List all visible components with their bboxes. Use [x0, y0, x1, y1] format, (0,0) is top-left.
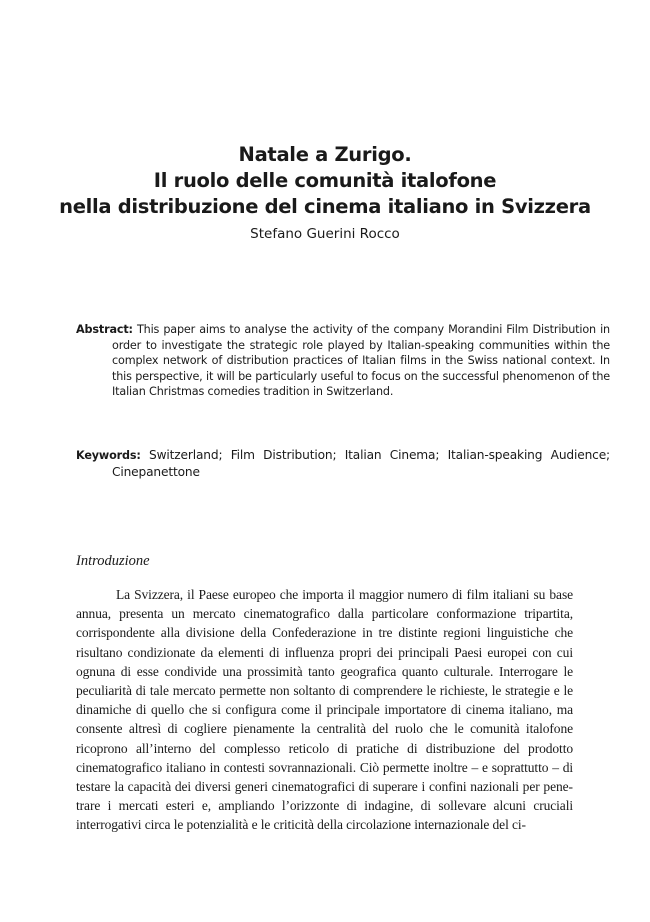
paper-title-line-3: nella distribuzione del cinema italiano in Svizzera [59, 195, 591, 218]
abstract-label: Abstract: [76, 323, 133, 336]
keywords-text: Switzerland; Film Distribution; Italian Cinema; Italian-speaking Audience; Cinepanettone [112, 448, 611, 479]
body-paragraph: La Svizzera, il Paese europeo che importa il maggior numero di film italiani su base annua, presenta un mercato cinematografico dalla particolare conformazione tripartita, corrispondente alla divisione della Confederazione in tre distinte regioni linguistiche che risultano condizionate da elementi di influenza propri dei principali Paesi europei con cui ognuna di esse condivide una prossimità tanto geografica quanto culturale. Interrogare le peculiarità di tale mercato permette non soltanto di comprendere le richieste, le strategie e le dinamiche di quello che si configura come il principale importatore di cinema italiano, ma consente altresì di cogliere pienamente la centralità del ruolo che le comunità italofone ricoprono all’interno del complesso reticolo di pratiche di distribuzione del prodotto cinematografico italiano in contesti sovrannazionali. Ciò permette inoltre – e soprattutto – di testare la capacità dei diversi generi cinematografici di superare i confini nazionali per penetrare i mercati esteri e, ampliando l’orizzonte di indagine, di sollevare alcuni cruciali interrogativi circa le potenzialità e le criticità della circolazione internazionale del ci- [76, 587, 573, 833]
author-name: Stefano Guerini Rocco [250, 226, 400, 242]
paper-title-line-2: Il ruolo delle comunità italofone [153, 169, 497, 192]
keywords [76, 447, 610, 480]
paper-title-block [0, 142, 650, 243]
keywords-label: Keywords: [76, 449, 141, 462]
section-heading: Introduzione [76, 553, 150, 569]
abstract [76, 322, 610, 400]
paper-title-line-1: Natale a Zurigo. [238, 143, 412, 166]
abstract-text: This paper aims to analyse the activity of the company Morandini Film Distribution in order to investigate the strategic role played by Italian-speaking communities within the complex network of distribution practices of Italian films in the Swiss national context. In this perspective, it will be particularly useful to focus on the successful phenomenon of the Italian Christmas comedies tradition in Switzerland. [112, 323, 610, 398]
